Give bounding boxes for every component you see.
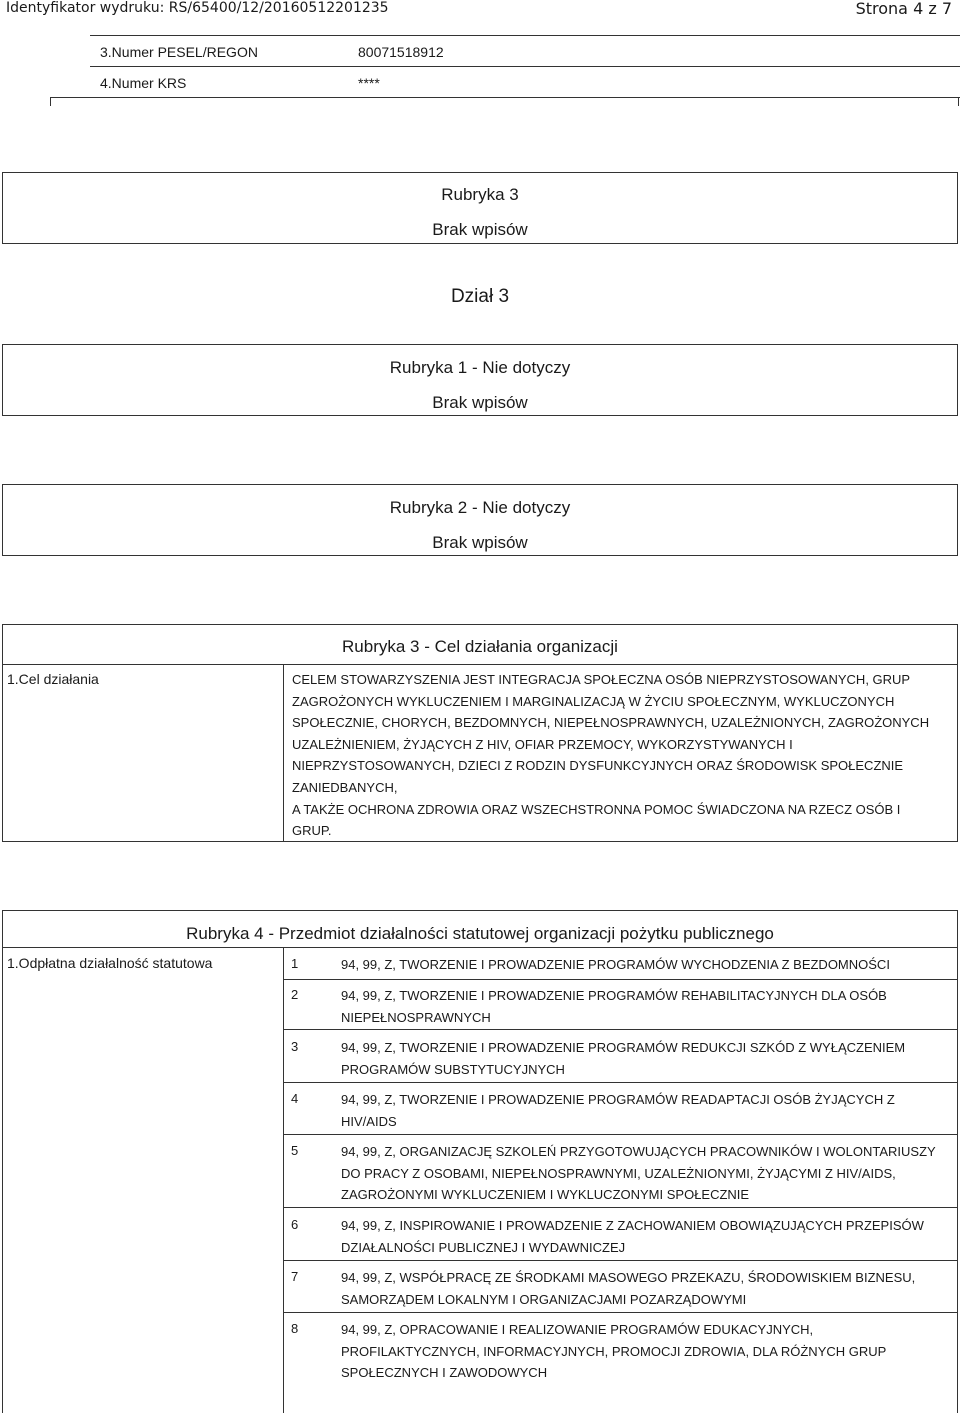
cel-dzialania-title: Rubryka 3 - Cel działania organizacji (342, 637, 618, 656)
item-text-line: DZIAŁALNOŚCI PUBLICZNEJ I WYDAWNICZEJ (341, 1239, 626, 1255)
item-separator (283, 1134, 958, 1135)
item-separator (283, 1029, 958, 1030)
item-text (341, 954, 951, 976)
przedmiot-label: 1.Odpłatna działalność statutowa (7, 955, 213, 971)
item-separator (283, 1207, 958, 1208)
id-rows-top-line (90, 35, 960, 36)
item-separator (283, 979, 958, 980)
item-text-line: SPOŁECZNYCH I ZAWODOWYCH (341, 1365, 548, 1381)
item-text (341, 1037, 951, 1080)
rubryka-2-empty-text: Brak wpisów (432, 533, 528, 552)
item-text-line: HIV/AIDS (341, 1113, 397, 1129)
item-separator (283, 1312, 958, 1313)
cel-dzialania-line: NIEPRZYSTOSOWANYCH, DZIECI Z RODZIN DYSFUNKCYJNYCH ORAZ ŚRODOWISK SPOŁECZNIE (292, 758, 904, 774)
page-number: Strona 4 z 7 (855, 0, 952, 18)
krs-value: **** (358, 75, 380, 91)
section-title: Dział 3 (450, 286, 510, 307)
item-text (341, 985, 951, 1028)
rubryka-3-empty-text: Brak wpisów (432, 220, 528, 239)
item-number: 6 (291, 1217, 299, 1232)
item-number: 7 (291, 1269, 299, 1284)
cel-dzialania-line: CELEM STOWARZYSZENIA JEST INTEGRACJA SPOŁECZNA OSÓB NIEPRZYSTOSOWANYCH, GRUP (292, 672, 911, 687)
przedmiot-column-line (283, 947, 284, 1413)
id-rows-right-tick (958, 97, 959, 106)
cel-dzialania-line: A TAKŻE OCHRONA ZDROWIA ORAZ WSZECHSTRONNA POMOC ŚWIADCZONA NA RZECZ OSÓB I (292, 801, 901, 817)
cel-dzialania-line: ZANIEDBANYCH, (292, 779, 398, 795)
cel-dzialania-line: UZALEŻNIENIEM, ŻYJĄCYCH Z HIV, OFIAR PRZEMOCY, WYKORZYSTYWANYCH I (292, 736, 793, 752)
item-text (341, 1267, 951, 1310)
item-text-line: 94, 99, Z, TWORZENIE I PROWADZENIE PROGRAMÓW REDUKCJI SZKÓD Z WYŁĄCZENIEM (341, 1040, 906, 1055)
item-separator (283, 1260, 958, 1261)
id-rows-mid-line (90, 66, 960, 67)
item-text-line: 94, 99, Z, TWORZENIE I PROWADZENIE PROGRAMÓW WYCHODZENIA Z BEZDOMNOŚCI (341, 957, 890, 972)
cel-dzialania-line: ZAGROŻONYCH WYKLUCZENIEM I MARGINALIZACJĄ W ŻYCIU SPOŁECZNYM, WYKLUCZONYCH (292, 693, 895, 709)
item-number: 2 (291, 987, 299, 1002)
item-text (341, 1319, 951, 1384)
rubryka-3-box (2, 172, 958, 244)
item-text-line: 94, 99, Z, TWORZENIE I PROWADZENIE PROGRAMÓW REHABILITACYJNYCH DLA OSÓB (341, 988, 887, 1003)
item-text-line: ZAGROŻONYMI WYKLUCZENIEM I WYKLUCZONYMI SPOŁECZNIE (341, 1187, 750, 1203)
item-number: 8 (291, 1321, 299, 1336)
item-text (341, 1089, 951, 1132)
cel-dzialania-column-line (283, 664, 284, 842)
cel-dzialania-label: 1.Cel działania (7, 671, 99, 687)
item-text-line: PROFILAKTYCZNYCH, INFORMACYJNYCH, PROMOCJI ZDROWIA, DLA RÓŻNYCH GRUP (341, 1343, 887, 1359)
rubryka-1-box (2, 344, 958, 416)
cel-dzialania-line: SPOŁECZNIE, CHORYCH, BEZDOMNYCH, NIEPEŁNOSPRAWNYCH, UZALEŻNIONYCH, ZAGROŻONYCH (292, 715, 930, 731)
cel-dzialania-text (292, 669, 952, 842)
item-text-line: 94, 99, Z, OPRACOWANIE I REALIZOWANIE PROGRAMÓW EDUKACYJNYCH, (341, 1322, 814, 1337)
przedmiot-title-line (2, 947, 958, 948)
item-number: 3 (291, 1039, 299, 1054)
rubryka-2-box (2, 484, 958, 556)
item-number: 5 (291, 1143, 299, 1158)
item-text-line: 94, 99, Z, ORGANIZACJĘ SZKOLEŃ PRZYGOTOWUJĄCYCH PRACOWNIKÓW I WOLONTARIUSZY (341, 1144, 936, 1159)
rubryka-1-empty-text: Brak wpisów (432, 393, 528, 412)
item-text-line: SAMORZĄDEM LOKALNYM I ORGANIZACJAMI POZARZĄDOWYMI (341, 1291, 747, 1307)
pesel-label: 3.Numer PESEL/REGON (100, 44, 258, 60)
item-number: 4 (291, 1091, 299, 1106)
item-text (341, 1215, 951, 1258)
item-text-line: NIEPEŁNOSPRAWNYCH (341, 1009, 491, 1025)
rubryka-1-title: Rubryka 1 - Nie dotyczy (389, 358, 571, 377)
item-text-line: 94, 99, Z, INSPIROWANIE I PROWADZENIE Z ZACHOWANIEM OBOWIĄZUJĄCYCH PRZEPISÓW (341, 1218, 924, 1233)
item-text-line: DO PRACY Z OSOBAMI, NIEPEŁNOSPRAWNYMI, UZALEŻNIONYMI, ŻYJĄCYMI Z HIV/AIDS, (341, 1165, 896, 1181)
print-identifier: Identyfikator wydruku: RS/65400/12/20160512201235 (6, 0, 389, 16)
rubryka-3-title: Rubryka 3 (441, 185, 519, 204)
przedmiot-title: Rubryka 4 - Przedmiot działalności statutowej organizacji pożytku publicznego (186, 924, 774, 943)
item-text (341, 1141, 951, 1206)
pesel-value: 80071518912 (358, 44, 444, 60)
id-rows-left-tick (50, 97, 51, 106)
id-rows-bottom-line (50, 97, 960, 98)
item-text-line: PROGRAMÓW SUBSTYTUCYJNYCH (341, 1061, 565, 1077)
item-separator (283, 1082, 958, 1083)
item-text-line: 94, 99, Z, TWORZENIE I PROWADZENIE PROGRAMÓW READAPTACJI OSÓB ŻYJĄCYCH Z (341, 1092, 895, 1107)
cel-dzialania-title-line (2, 664, 958, 665)
krs-label: 4.Numer KRS (100, 75, 187, 91)
item-number: 1 (291, 956, 299, 971)
item-text-line: 94, 99, Z, WSPÓŁPRACĘ ZE ŚRODKAMI MASOWEGO PRZEKAZU, ŚRODOWISKIEM BIZNESU, (341, 1270, 916, 1285)
rubryka-2-title: Rubryka 2 - Nie dotyczy (389, 498, 571, 517)
cel-dzialania-line: GRUP. (292, 823, 332, 839)
